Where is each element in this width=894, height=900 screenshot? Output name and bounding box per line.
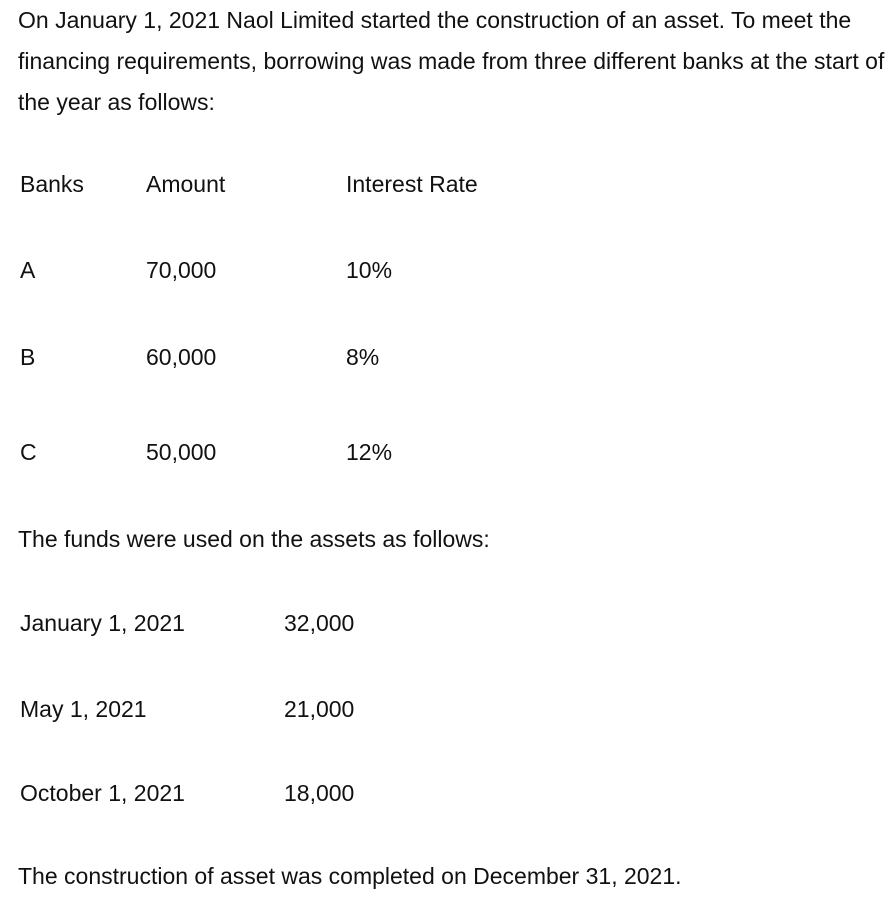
bank-amount: 50,000 <box>146 439 217 465</box>
bank-name: C <box>20 439 37 465</box>
bank-rate: 12% <box>346 439 393 465</box>
intro-paragraph: On January 1, 2021 Naol Limited started the construction of an asset. To meet the financing requirements, borrowing was made from three different banks at the start of the year as follows: <box>18 7 885 115</box>
bank-rate: 10% <box>346 257 393 283</box>
bank-amount: 70,000 <box>146 257 217 283</box>
funds-date: May 1, 2021 <box>20 696 147 722</box>
bank-rate: 8% <box>346 344 380 370</box>
funds-date: October 1, 2021 <box>20 780 185 806</box>
conclusion: The construction of asset was completed on December 31, 2021. <box>18 863 682 889</box>
bank-name: A <box>20 257 36 283</box>
funds-intro: The funds were used on the assets as follows: <box>18 526 490 552</box>
funds-date: January 1, 2021 <box>20 610 185 636</box>
funds-amount: 32,000 <box>284 610 355 636</box>
header-amount: Amount <box>146 171 226 197</box>
funds-amount: 21,000 <box>284 696 355 722</box>
funds-amount: 18,000 <box>284 780 355 806</box>
bank-amount: 60,000 <box>146 344 217 370</box>
bank-name: B <box>20 344 36 370</box>
header-interest-rate: Interest Rate <box>346 171 478 197</box>
header-banks: Banks <box>20 171 84 197</box>
